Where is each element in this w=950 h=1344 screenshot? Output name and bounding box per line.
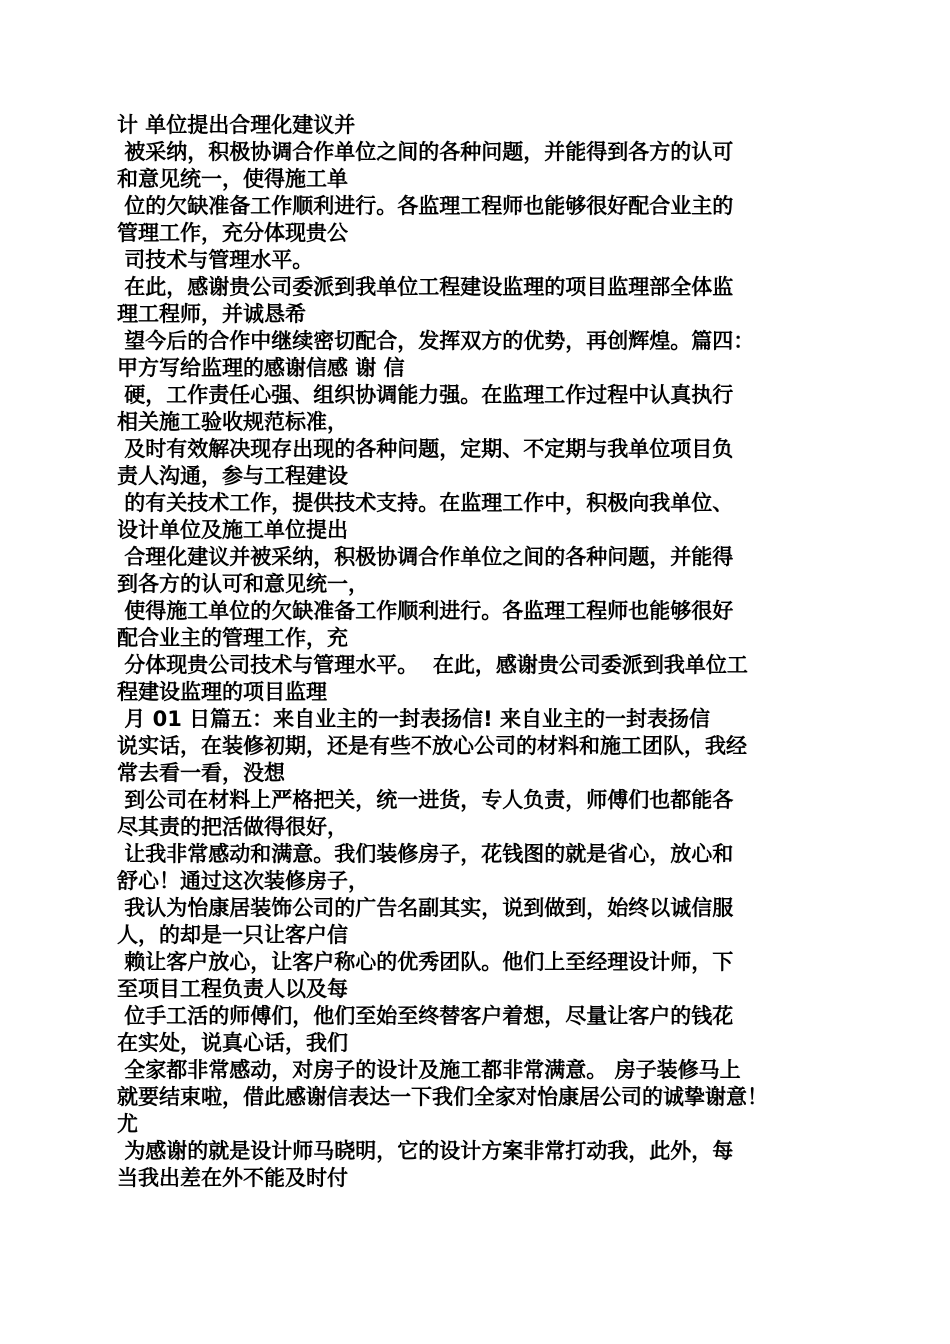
text-line: 说实话，在装修初期，还是有些不放心公司的材料和施工团队，我经 bbox=[117, 734, 747, 758]
text-line: 责人沟通，参与工程建设 bbox=[117, 464, 348, 488]
text-line: 全家都非常感动，对房子的设计及施工都非常满意。 房子装修马上 bbox=[117, 1058, 741, 1082]
text-line: 至项目工程负责人以及每 bbox=[117, 977, 348, 1001]
text-line: 赖让客户放心，让客户称心的优秀团队。他们上至经理设计师，下 bbox=[117, 950, 734, 974]
text-line: 到公司在材料上严格把关，统一进货，专人负责，师傅们也都能各 bbox=[117, 788, 734, 812]
text-line: 理工程师，并诚恳希 bbox=[117, 302, 306, 326]
text-line: 位手工活的师傅们，他们至始至终替客户着想，尽量让客户的钱花 bbox=[117, 1004, 734, 1028]
text-line: 尤 bbox=[117, 1112, 138, 1136]
text-line: 使得施工单位的欠缺准备工作顺利进行。各监理工程师也能够很好 bbox=[117, 599, 734, 623]
text-line: 计 单位提出合理化建议并 bbox=[117, 113, 356, 137]
text-line: 分体现贵公司技术与管理水平。 在此，感谢贵公司委派到我单位工 bbox=[117, 653, 748, 677]
text-line: 甲方写给监理的感谢信感 谢 信 bbox=[117, 356, 405, 380]
text-line: 到各方的认可和意见统一， bbox=[117, 572, 369, 596]
text-line: 我认为怡康居装饰公司的广告名副其实，说到做到，始终以诚信服 bbox=[117, 896, 734, 920]
document-body bbox=[117, 112, 857, 1192]
text-line: 尽其责的把活做得很好， bbox=[117, 815, 348, 839]
text-line: 相关施工验收规范标准， bbox=[117, 410, 348, 434]
text-line: 让我非常感动和满意。我们装修房子，花钱图的就是省心，放心和 bbox=[117, 842, 734, 866]
text-line: 为感谢的就是设计师马晓明，它的设计方案非常打动我，此外，每 bbox=[117, 1139, 734, 1163]
text-line: 当我出差在外不能及时付 bbox=[117, 1166, 348, 1190]
text-line: 月 01 日篇五：来自业主的一封表扬信! 来自业主的一封表扬信 bbox=[117, 707, 711, 731]
text-line: 配合业主的管理工作，充 bbox=[117, 626, 348, 650]
text-line: 在实处，说真心话，我们 bbox=[117, 1031, 348, 1055]
text-line: 硬，工作责任心强、组织协调能力强。在监理工作过程中认真执行 bbox=[117, 383, 734, 407]
text-line: 和意见统一，使得施工单 bbox=[117, 167, 348, 191]
text-line: 就要结束啦，借此感谢信表达一下我们全家对怡康居公司的诚挚谢意！ bbox=[117, 1085, 768, 1109]
text-line: 望今后的合作中继续密切配合，发挥双方的优势，再创辉煌。篇四： bbox=[117, 329, 755, 353]
text-line: 设计单位及施工单位提出 bbox=[117, 518, 348, 542]
text-line: 司技术与管理水平。 bbox=[117, 248, 314, 272]
text-line: 的有关技术工作，提供技术支持。在监理工作中，积极向我单位、 bbox=[117, 491, 734, 515]
text-line: 程建设监理的项目监理 bbox=[117, 680, 327, 704]
text-line: 位的欠缺准备工作顺利进行。各监理工程师也能够很好配合业主的 bbox=[117, 194, 734, 218]
text-line: 管理工作，充分体现贵公 bbox=[117, 221, 348, 245]
text-line: 常去看一看，没想 bbox=[117, 761, 285, 785]
text-line: 人，的却是一只让客户信 bbox=[117, 923, 348, 947]
text-line: 舒心！通过这次装修房子， bbox=[117, 869, 369, 893]
text-line: 合理化建议并被采纳，积极协调合作单位之间的各种问题，并能得 bbox=[117, 545, 734, 569]
text-line: 及时有效解决现存出现的各种问题，定期、不定期与我单位项目负 bbox=[117, 437, 734, 461]
text-line: 被采纳，积极协调合作单位之间的各种问题，并能得到各方的认可 bbox=[117, 140, 734, 164]
text-line: 在此，感谢贵公司委派到我单位工程建设监理的项目监理部全体监 bbox=[117, 275, 734, 299]
